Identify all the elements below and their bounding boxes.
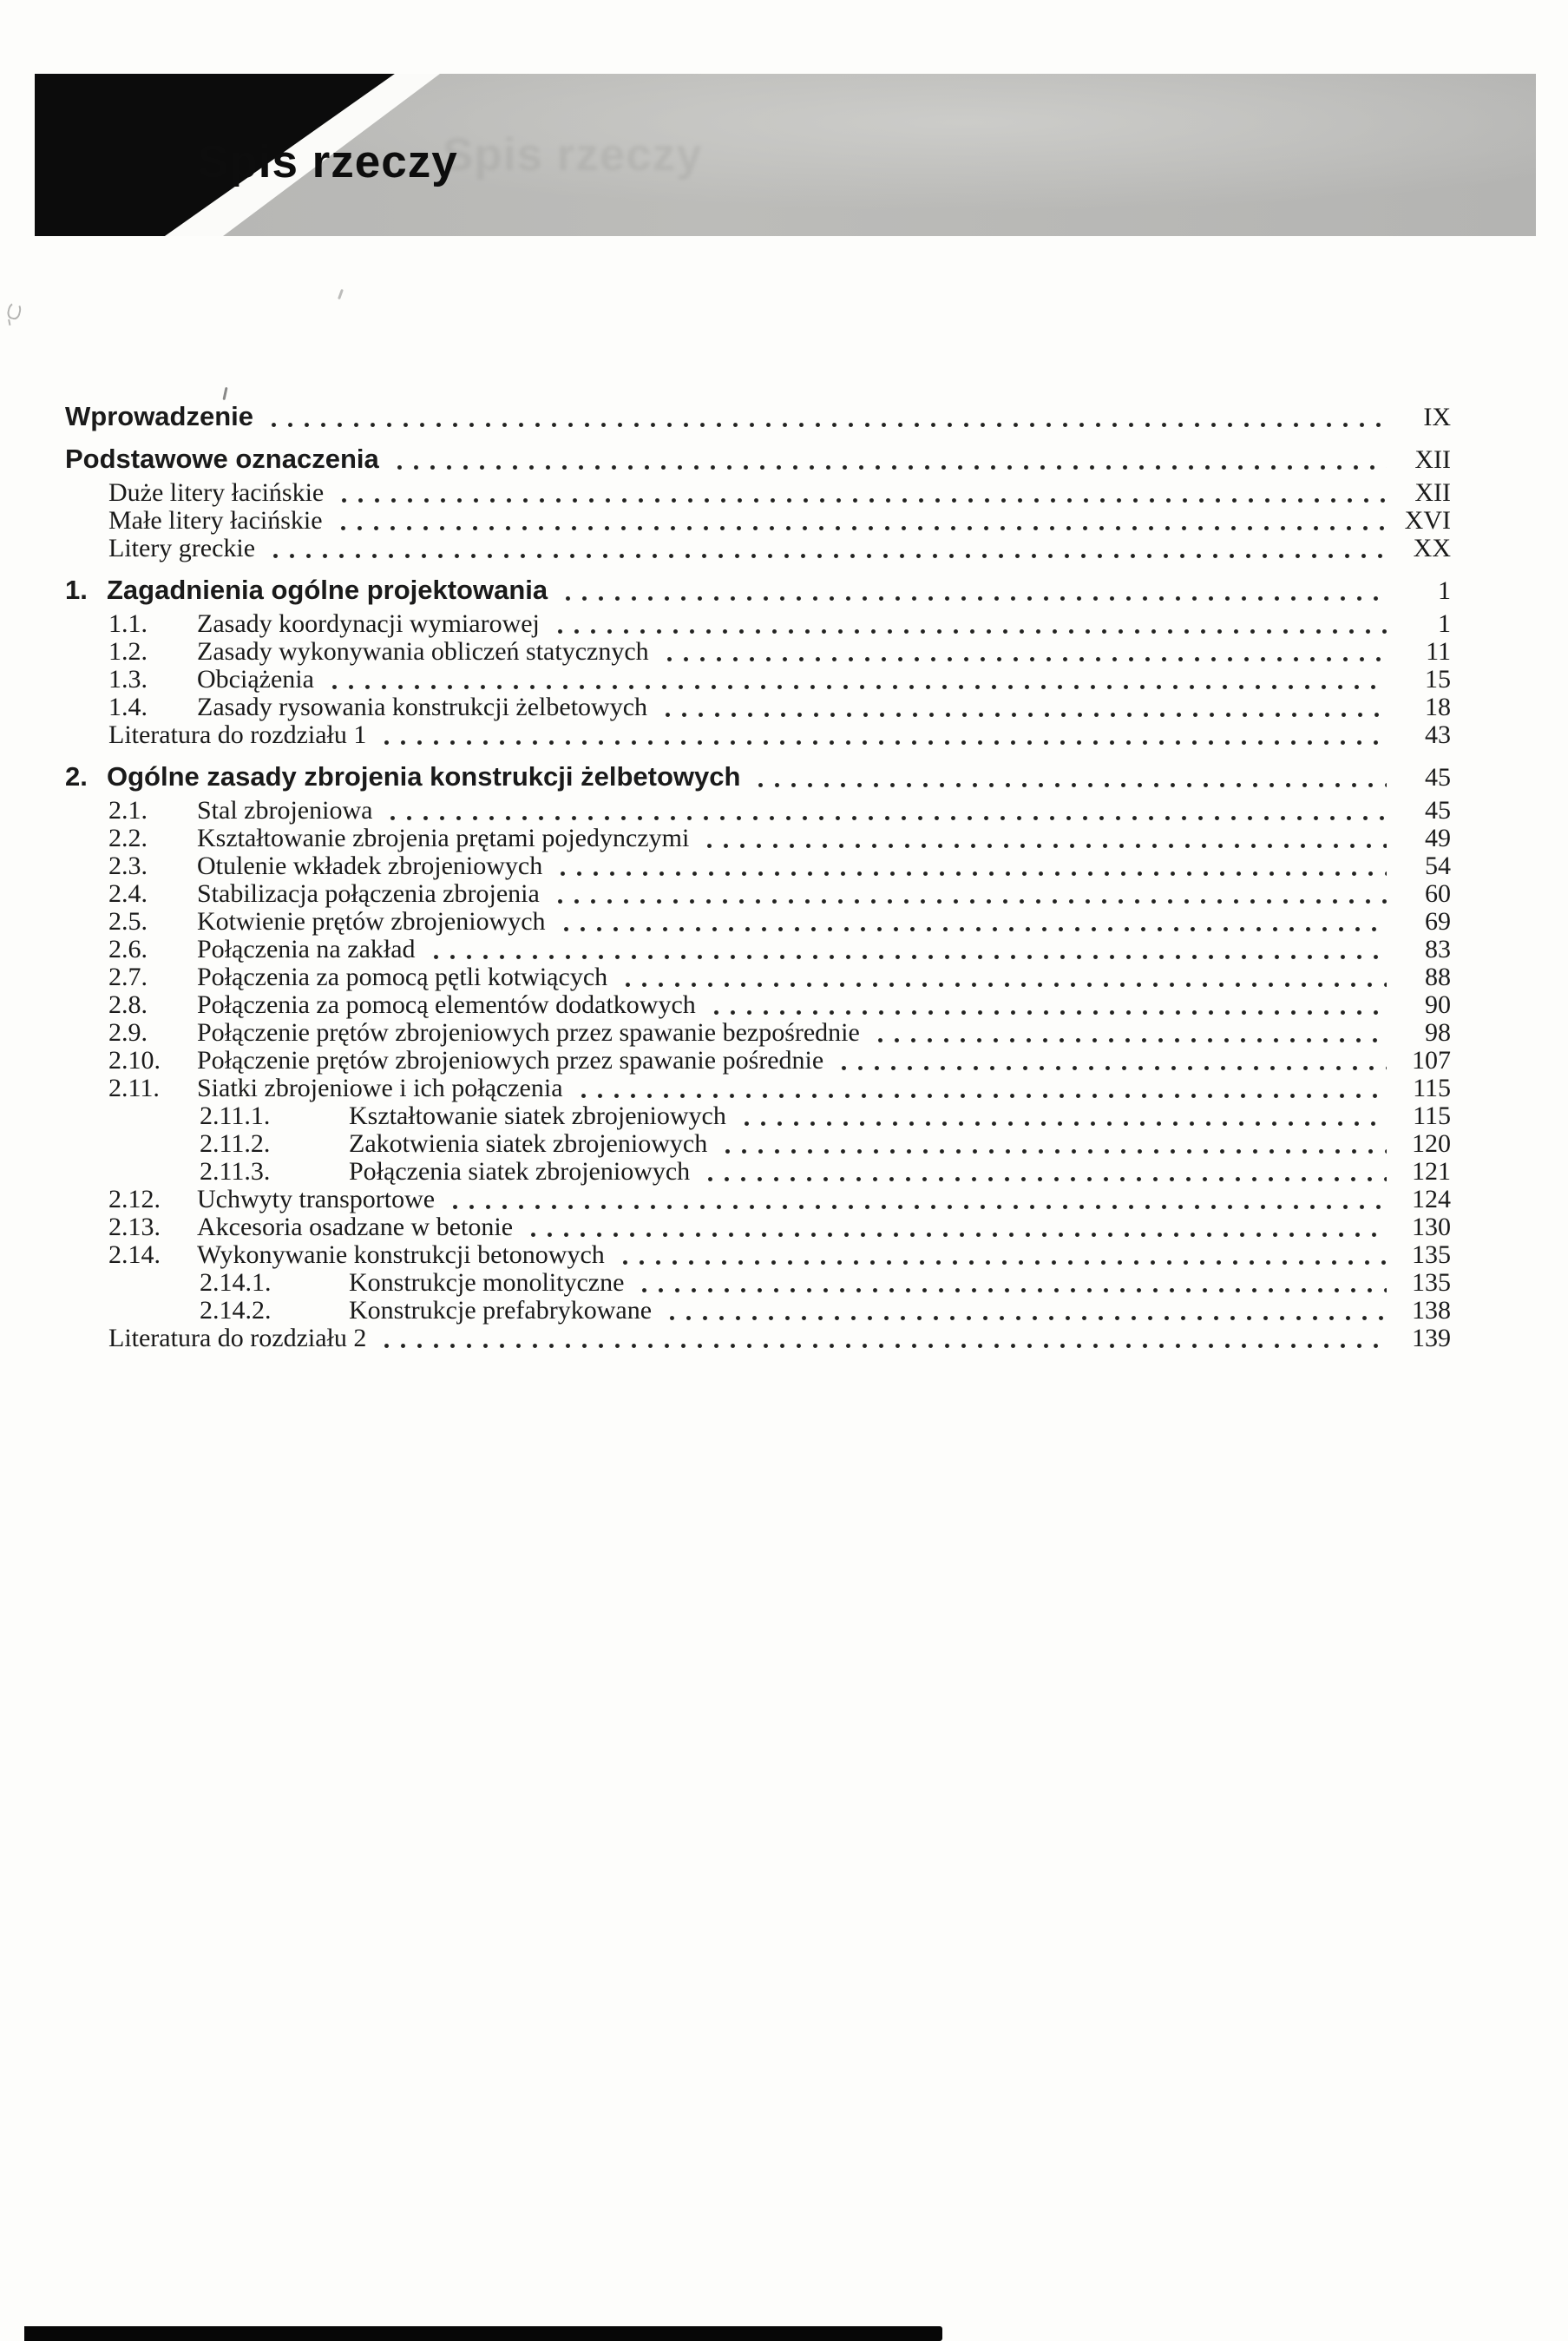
dot-leader — [659, 713, 1387, 717]
entry-title: Wykonywanie konstrukcji betonowych — [197, 1240, 605, 1269]
entry-number: 1.1. — [108, 609, 148, 638]
entry-title: Akcesoria osadzane w betonie — [197, 1213, 514, 1241]
entry-title: Połączenia za pomocą pętli kotwiących — [197, 963, 608, 991]
entry-page-number: 88 — [1425, 963, 1451, 991]
entry-title: Stal zbrojeniowa — [197, 796, 373, 825]
entry-number: 2.3. — [108, 852, 148, 880]
entry-number: 1.3. — [108, 665, 148, 694]
entry-number: 2.2. — [108, 824, 148, 852]
dot-leader — [575, 1094, 1387, 1098]
dot-leader — [266, 423, 1387, 427]
entry-title: Duże litery łacińskie — [108, 478, 325, 507]
dot-leader — [428, 955, 1387, 959]
toc-entry — [65, 825, 1451, 852]
toc-entry — [65, 479, 1451, 507]
entry-page-number: 11 — [1426, 637, 1451, 666]
entry-page-number: IX — [1423, 403, 1451, 431]
entry-page-number: 90 — [1425, 990, 1451, 1019]
entry-title: Konstrukcje prefabrykowane — [349, 1296, 653, 1325]
toc-entry — [65, 1047, 1451, 1075]
entry-number: 2.11.1. — [200, 1101, 271, 1130]
entry-title: Połączenia za pomocą elementów dodatkowych — [197, 990, 696, 1019]
entry-page-number: 69 — [1425, 907, 1451, 936]
toc-entry — [65, 666, 1451, 694]
entry-number: 2. — [65, 761, 88, 792]
dot-leader — [554, 871, 1387, 876]
dot-leader — [391, 465, 1387, 470]
toc-entry — [65, 403, 1451, 431]
toc-entry — [65, 535, 1451, 562]
toc-entry — [65, 1019, 1451, 1047]
entry-title: Zasady koordynacji wymiarowej — [197, 609, 540, 638]
entry-title: Siatki zbrojeniowe i ich połączenia — [197, 1074, 563, 1102]
entry-number: 2.14.2. — [200, 1296, 272, 1325]
entry-page-number: 135 — [1412, 1268, 1451, 1297]
entry-page-number: 135 — [1412, 1240, 1451, 1269]
entry-title: Małe litery łacińskie — [108, 506, 323, 535]
toc-entry — [65, 721, 1451, 749]
entry-page-number: 15 — [1425, 665, 1451, 694]
entry-title: Połączenia siatek zbrojeniowych — [349, 1157, 691, 1186]
scan-mark — [338, 289, 344, 299]
toc-entry — [65, 991, 1451, 1019]
entry-number: 2.1. — [108, 796, 148, 825]
dot-leader — [336, 498, 1387, 503]
toc-entry — [65, 908, 1451, 936]
entry-number: 2.7. — [108, 963, 148, 991]
toc-entry — [65, 507, 1451, 535]
entry-title: Połączenie prętów zbrojeniowych przez spawanie pośrednie — [197, 1046, 824, 1075]
dot-leader — [836, 1066, 1387, 1070]
entry-title: Połączenie prętów zbrojeniowych przez spawanie bezpośrednie — [197, 1018, 860, 1047]
entry-title: Połączenia na zakład — [197, 935, 416, 963]
page-title-ghost: Spis rzeczy — [443, 129, 703, 181]
dot-leader — [378, 740, 1387, 745]
toc-entry — [65, 576, 1451, 605]
dot-leader — [661, 657, 1387, 661]
entry-title: Konstrukcje monolityczne — [349, 1268, 625, 1297]
entry-page-number: XII — [1414, 445, 1451, 474]
entry-title: Kształtowanie zbrojenia prętami pojedynczymi — [197, 824, 690, 852]
entry-page-number: 18 — [1425, 693, 1451, 721]
entry-page-number: 139 — [1412, 1324, 1451, 1352]
toc-entry — [65, 1269, 1451, 1297]
dot-leader — [752, 783, 1387, 787]
entry-page-number: 83 — [1425, 935, 1451, 963]
dot-leader — [560, 596, 1387, 601]
entry-title: Obciążenia — [197, 665, 314, 694]
toc-entry — [65, 1297, 1451, 1325]
header-banner — [35, 74, 1536, 236]
entry-page-number: 45 — [1425, 763, 1451, 792]
page-title: Spis rzeczy — [198, 136, 458, 187]
entry-title: Literatura do rozdziału 1 — [108, 720, 367, 749]
toc-entry — [65, 1186, 1451, 1213]
dot-leader — [384, 816, 1387, 820]
entry-title: Zagadnienia ogólne projektowania — [107, 575, 548, 605]
toc-entry — [65, 694, 1451, 721]
dot-leader — [701, 844, 1387, 848]
entry-page-number: 138 — [1412, 1296, 1451, 1325]
dot-leader — [267, 554, 1387, 558]
entry-title: Wprowadzenie — [65, 401, 254, 431]
entry-page-number: XII — [1414, 478, 1451, 507]
toc-entry — [65, 880, 1451, 908]
entry-number: 2.5. — [108, 907, 148, 936]
entry-page-number: 54 — [1425, 852, 1451, 880]
entry-number: 1. — [65, 575, 88, 605]
entry-page-number: 1 — [1438, 576, 1451, 605]
entry-page-number: 115 — [1413, 1101, 1451, 1130]
entry-number: 2.11. — [108, 1074, 160, 1102]
toc-entry — [65, 445, 1451, 474]
toc-list — [65, 389, 1451, 1352]
entry-page-number: 98 — [1425, 1018, 1451, 1047]
entry-page-number: 124 — [1412, 1185, 1451, 1213]
entry-number: 2.4. — [108, 879, 148, 908]
entry-title: Zasady wykonywania obliczeń statycznych — [197, 637, 649, 666]
entry-number: 2.11.2. — [200, 1129, 271, 1158]
dot-leader — [872, 1038, 1387, 1042]
dot-leader — [719, 1149, 1387, 1154]
entry-title: Zakotwienia siatek zbrojeniowych — [349, 1129, 708, 1158]
entry-page-number: 45 — [1425, 796, 1451, 825]
entry-number: 2.10. — [108, 1046, 161, 1075]
entry-number: 2.11.3. — [200, 1157, 271, 1186]
entry-title: Otulenie wkładek zbrojeniowych — [197, 852, 543, 880]
dot-leader — [620, 983, 1387, 987]
entry-number: 2.9. — [108, 1018, 148, 1047]
toc-entry — [65, 936, 1451, 963]
dot-leader — [525, 1233, 1387, 1237]
entry-number: 2.14. — [108, 1240, 161, 1269]
toc-entry — [65, 763, 1451, 792]
entry-title: Kształtowanie siatek zbrojeniowych — [349, 1101, 726, 1130]
entry-page-number: 107 — [1412, 1046, 1451, 1075]
toc-entry — [65, 797, 1451, 825]
entry-number: 1.4. — [108, 693, 148, 721]
entry-title: Zasady rysowania konstrukcji żelbetowych — [197, 693, 648, 721]
toc-entry — [65, 1325, 1451, 1352]
toc-entry — [65, 1213, 1451, 1241]
entry-title: Kotwienie prętów zbrojeniowych — [197, 907, 546, 936]
entry-title: Literatura do rozdziału 2 — [108, 1324, 367, 1352]
dot-leader — [335, 526, 1387, 530]
entry-page-number: 120 — [1412, 1129, 1451, 1158]
toc-entry — [65, 963, 1451, 991]
entry-page-number: 60 — [1425, 879, 1451, 908]
entry-number: 2.6. — [108, 935, 148, 963]
entry-page-number: 121 — [1412, 1157, 1451, 1186]
entry-title: Stabilizacja połączenia zbrojenia — [197, 879, 540, 908]
dot-leader — [636, 1288, 1387, 1292]
entry-number: 2.12. — [108, 1185, 161, 1213]
toc-entry — [65, 610, 1451, 638]
entry-number: 1.2. — [108, 637, 148, 666]
entry-page-number: 49 — [1425, 824, 1451, 852]
dot-leader — [378, 1344, 1387, 1348]
dot-leader — [708, 1010, 1387, 1015]
toc-entry — [65, 1102, 1451, 1130]
toc-entry — [65, 1075, 1451, 1102]
entry-title: Uchwyty transportowe — [197, 1185, 436, 1213]
entry-number: 2.13. — [108, 1213, 161, 1241]
toc-entry — [65, 852, 1451, 880]
toc-entry — [65, 1158, 1451, 1186]
toc-entry — [65, 1241, 1451, 1269]
dot-leader — [702, 1177, 1387, 1181]
entry-page-number: 1 — [1438, 609, 1451, 638]
entry-title: Ogólne zasady zbrojenia konstrukcji żelbetowych — [107, 761, 741, 792]
toc-entry — [65, 638, 1451, 666]
entry-title: Podstawowe oznaczenia — [65, 444, 379, 474]
scan-mark — [6, 300, 23, 320]
entry-title: Litery greckie — [108, 534, 256, 562]
entry-page-number: 130 — [1412, 1213, 1451, 1241]
dot-leader — [552, 629, 1387, 634]
dot-leader — [558, 927, 1387, 931]
entry-page-number: 43 — [1425, 720, 1451, 749]
entry-page-number: XX — [1413, 534, 1451, 562]
scan-edge-artifact — [24, 2326, 942, 2341]
entry-page-number: 115 — [1413, 1074, 1451, 1102]
toc-entry — [65, 1130, 1451, 1158]
entry-page-number: XVI — [1404, 506, 1451, 535]
entry-number: 2.14.1. — [200, 1268, 272, 1297]
dot-leader — [326, 685, 1387, 689]
dot-leader — [738, 1121, 1387, 1126]
dot-leader — [552, 899, 1387, 904]
dot-leader — [447, 1205, 1387, 1209]
dot-leader — [617, 1260, 1387, 1265]
entry-number: 2.8. — [108, 990, 148, 1019]
dot-leader — [664, 1316, 1387, 1320]
